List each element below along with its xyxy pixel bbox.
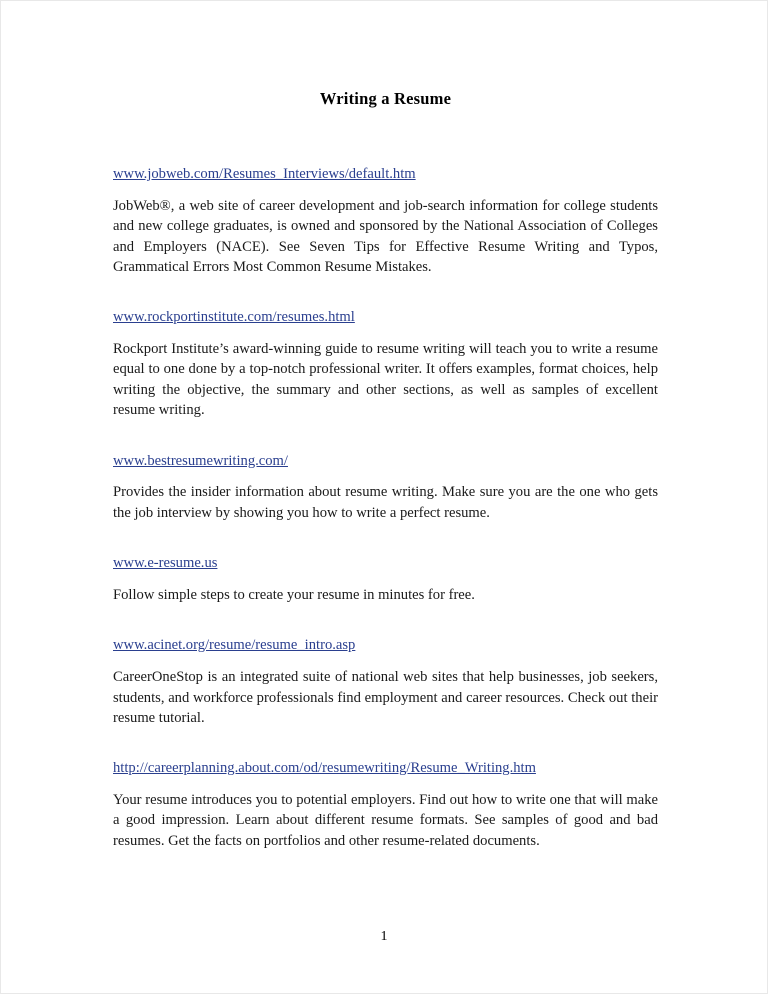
resource-entry <box>113 452 658 524</box>
resource-entry <box>113 636 658 728</box>
resource-link[interactable]: www.jobweb.com/Resumes_Interviews/default.htm <box>113 166 416 182</box>
resource-description: CareerOneStop is an integrated suite of national web sites that help businesses, job seekers, students, and workforce professionals find employment and career resources. Check out their resume tutorial. <box>113 669 658 726</box>
resource-entry <box>113 759 658 851</box>
page-number: 1 <box>380 929 388 944</box>
resource-link[interactable]: www.bestresumewriting.com/ <box>113 452 288 469</box>
resource-link[interactable]: www.e-resume.us <box>113 555 218 572</box>
resource-link[interactable]: http://careerplanning.about.com/od/resumewriting/Resume_Writing.htm <box>113 760 536 777</box>
resource-description: Rockport Institute’s award-winning guide to resume writing will teach you to write a resume equal to one done by a top-notch professional writer. It offers examples, format choices, help writing the objective, the summary and other sections, as well as samples of excellent resume writing. <box>113 341 658 419</box>
page-title: Writing a Resume <box>319 89 452 108</box>
resource-entry <box>113 554 658 605</box>
resource-entry <box>113 165 658 277</box>
resource-entry <box>113 308 658 420</box>
resource-description: Provides the insider information about resume writing. Make sure you are the one who gets the job interview by showing you how to write a perfect resume. <box>113 484 658 521</box>
resource-link[interactable]: www.acinet.org/resume/resume_intro.asp <box>113 637 356 654</box>
resource-link[interactable]: www.rockportinstitute.com/resumes.html <box>113 309 355 326</box>
resource-description: JobWeb®, a web site of career development and job-search information for college students and new college graduates, is owned and sponsored by the National Association of Colleges and Employers (NACE). See Seven Tips for Effective Resume Writing and Typos, Grammatical Errors Most Common Resume Mistakes. <box>113 197 658 275</box>
document-content <box>113 1 658 866</box>
resource-description: Your resume introduces you to potential employers. Find out how to write one that will make a good impression. Learn about different resume formats. See samples of good and bad resumes. Get the facts on portfolios and other resume-related documents. <box>113 792 658 849</box>
resource-description: Follow simple steps to create your resume in minutes for free. <box>113 586 475 603</box>
